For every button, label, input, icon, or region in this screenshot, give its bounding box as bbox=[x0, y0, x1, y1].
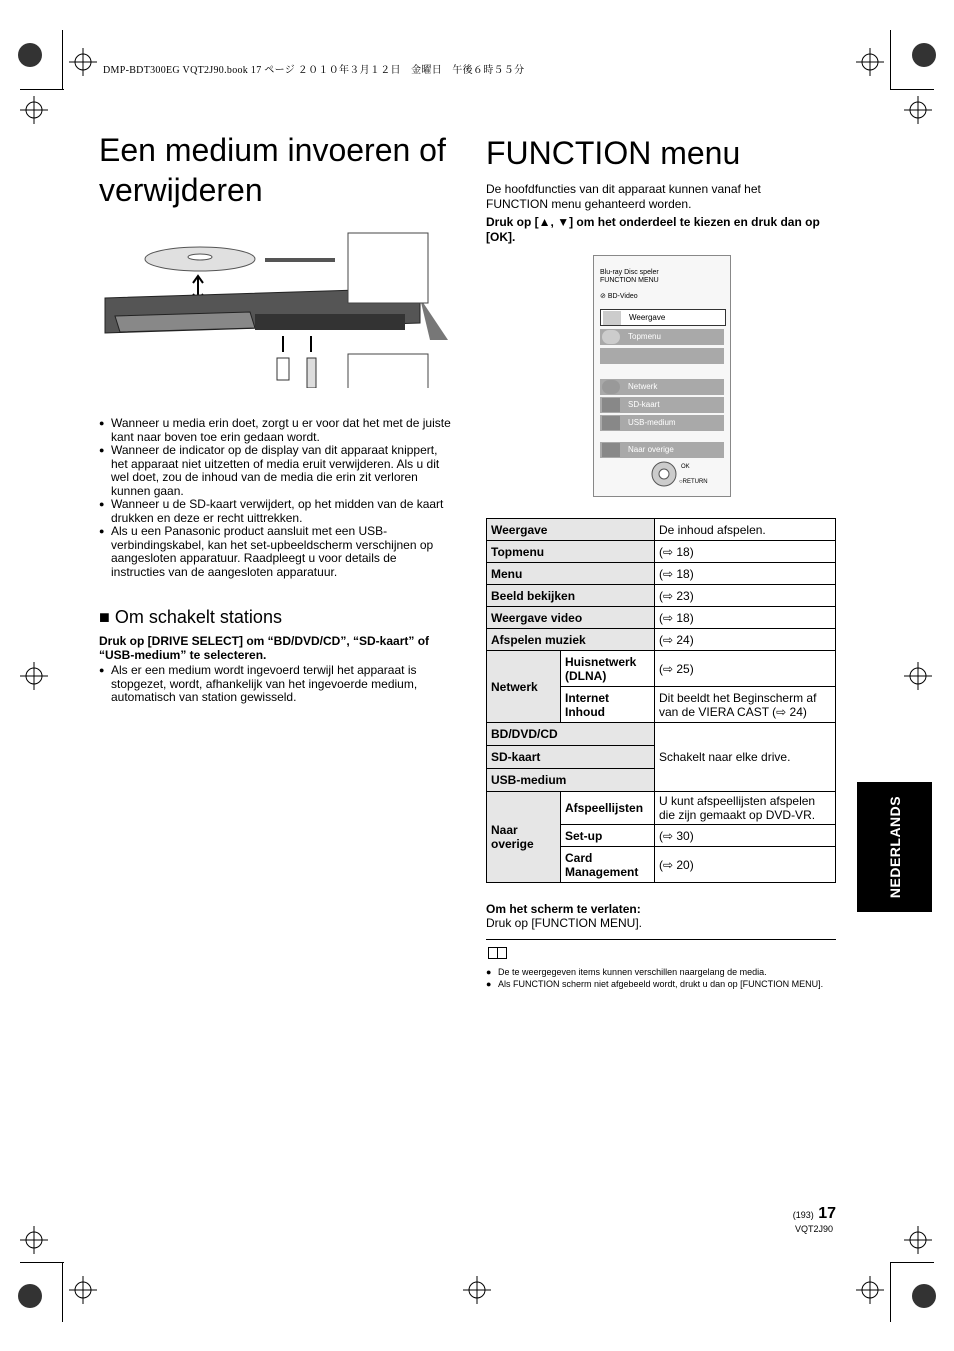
screen-media bbox=[600, 292, 638, 300]
disc-icon bbox=[602, 330, 620, 344]
menu-item-sd-kaart[interactable] bbox=[600, 397, 724, 413]
return-icon: ○ bbox=[679, 479, 683, 485]
menu-item-weergave[interactable] bbox=[600, 309, 726, 326]
menu-item-label: Topmenu bbox=[628, 332, 661, 341]
table-cell-value: (⇨ 20) bbox=[655, 847, 836, 883]
table-cell-value: (⇨ 18) bbox=[655, 563, 836, 585]
page-ref: (193) bbox=[792, 1210, 814, 1220]
table-cell-label: Afspelen muziek bbox=[487, 629, 655, 651]
table-cell-value: Schakelt naar elke drive. bbox=[655, 723, 836, 792]
table-cell-value: (⇨ 30) bbox=[655, 825, 836, 847]
screen-header bbox=[600, 269, 659, 285]
table-cell-label: Internet Inhoud bbox=[561, 687, 655, 723]
play-icon bbox=[603, 311, 621, 325]
menu-item-usb[interactable] bbox=[600, 415, 724, 431]
table-row bbox=[487, 519, 836, 541]
table-cell-value: (⇨ 18) bbox=[655, 607, 836, 629]
table-cell-label: Weergave video bbox=[487, 607, 655, 629]
notes-list bbox=[486, 966, 836, 990]
function-instruction: Druk op [▲, ▼] om het onderdeel te kiezen en druk dan op [OK]. bbox=[486, 215, 820, 244]
table-row bbox=[487, 723, 836, 746]
list-item: ● Als FUNCTION scherm niet afgebeeld wordt, drukt u dan op [FUNCTION MENU]. bbox=[486, 978, 836, 990]
list-item: ● Als u een Panasonic product aansluit met een USB-verbindingskabel, kan het set-upbeeldscherm verschijnen op aangesloten apparatuur. Raadpleegt u voor details de instructies van de aangesloten apparatuur. bbox=[99, 525, 451, 579]
divider bbox=[486, 939, 836, 940]
table-cell-label: USB-medium bbox=[487, 769, 655, 792]
table-cell-label: Weergave bbox=[487, 519, 655, 541]
table-cell-label: Huisnetwerk (DLNA) bbox=[561, 651, 655, 687]
book-icon bbox=[488, 947, 508, 959]
function-table bbox=[486, 518, 836, 883]
page-footer bbox=[788, 1205, 836, 1223]
page-title-right: FUNCTION menu bbox=[486, 135, 741, 171]
ok-label: OK bbox=[681, 464, 690, 470]
disc-icon: ⊘ bbox=[600, 293, 606, 300]
section-notes-list bbox=[99, 664, 451, 705]
screen-header-line2: FUNCTION MENU bbox=[600, 277, 659, 284]
list-item: ● De te weergegeven items kunnen verschillen naargelang de media. bbox=[486, 966, 836, 978]
exit-text: Druk op [FUNCTION MENU]. bbox=[486, 916, 643, 930]
table-cell-label: Card Management bbox=[561, 847, 655, 883]
screen-media-label: BD-Video bbox=[607, 293, 638, 300]
table-row bbox=[487, 585, 836, 607]
table-cell-value: (⇨ 23) bbox=[655, 585, 836, 607]
table-row bbox=[487, 563, 836, 585]
exit-title: Om het scherm te verlaten: bbox=[486, 902, 641, 916]
function-menu-screen bbox=[593, 255, 731, 497]
table-row bbox=[487, 792, 836, 825]
table-cell-group: Naar overige bbox=[487, 792, 561, 883]
menu-item-label: USB-medium bbox=[628, 418, 676, 427]
list-item: ● Wanneer de indicator op de display van dit apparaat knippert, het apparaat niet uitzetten of media eruit verwijderen. Als u dit wel doet, zou de inhoud van de media die erin zit verloren kunnen gaan. bbox=[99, 444, 451, 498]
page-title-left bbox=[99, 130, 459, 210]
table-cell-value: De inhoud afspelen. bbox=[655, 519, 836, 541]
screen-header-line1: Blu-ray Disc speler bbox=[600, 269, 659, 276]
return-text: RETURN bbox=[682, 479, 708, 485]
table-row bbox=[487, 651, 836, 687]
language-label: NEDERLANDS bbox=[886, 795, 903, 899]
table-cell-label: SD-kaart bbox=[487, 746, 655, 769]
table-row bbox=[487, 541, 836, 563]
list-item: ● Wanneer u media erin doet, zorgt u er voor dat het met de juiste kant naar boven toe erin gedaan wordt. bbox=[99, 417, 451, 444]
section-title: Om schakelt stations bbox=[114, 607, 282, 627]
table-cell-label: Menu bbox=[487, 563, 655, 585]
table-cell-label: Beeld bekijken bbox=[487, 585, 655, 607]
table-cell-value: (⇨ 25) bbox=[655, 651, 836, 687]
title-line-2: verwijderen bbox=[99, 172, 263, 208]
table-cell-value: (⇨ 24) bbox=[655, 629, 836, 651]
menu-item-label: SD-kaart bbox=[628, 400, 660, 409]
network-icon bbox=[602, 380, 620, 394]
print-header: DMP-BDT300EG VQT2J90.book 17 ページ ２０１０年３月１２日 金曜日 午後６時５５分 bbox=[103, 65, 525, 76]
menu-item-netwerk[interactable] bbox=[600, 379, 724, 395]
page-number: 17 bbox=[818, 1205, 836, 1222]
list-item: ● Als er een medium wordt ingevoerd terwijl het apparaat is stopgezet, wordt, afhankelijk van het ingevoerde medium, automatisch van station gewisseld. bbox=[99, 664, 451, 705]
language-tab bbox=[857, 782, 932, 912]
insert-notes-list bbox=[99, 417, 451, 579]
doc-code: VQT2J90 bbox=[795, 1224, 834, 1234]
menu-item-label: Netwerk bbox=[628, 382, 658, 391]
title-line-1: Een medium invoeren of bbox=[99, 132, 446, 168]
table-cell-label: Afspeellijsten bbox=[561, 792, 655, 825]
table-cell-label: Topmenu bbox=[487, 541, 655, 563]
section-heading bbox=[99, 607, 282, 628]
table-row bbox=[487, 607, 836, 629]
table-cell-value: U kunt afspeellijsten afspelen die zijn gemaakt op DVD-VR. bbox=[655, 792, 836, 825]
menu-item-label: Weergave bbox=[629, 313, 666, 322]
usb-icon bbox=[602, 416, 620, 430]
table-row bbox=[487, 629, 836, 651]
section-marker: ■ bbox=[99, 607, 110, 627]
menu-item-topmenu[interactable] bbox=[600, 329, 724, 345]
table-cell-value: (⇨ 18) bbox=[655, 541, 836, 563]
menu-item-empty bbox=[600, 348, 724, 364]
section-instruction: Druk op [DRIVE SELECT] om “BD/DVD/CD”, “SD-kaart” of “USB-medium” te selecteren. bbox=[99, 634, 430, 662]
player-illustration bbox=[100, 228, 450, 388]
function-intro: De hoofdfuncties van dit apparaat kunnen vanaf het FUNCTION menu gehanteerd worden. bbox=[486, 182, 761, 211]
table-cell-value: Dit beeldt het Beginscherm af van de VIERA CAST (⇨ 24) bbox=[655, 687, 836, 723]
navigation-pad-icon bbox=[651, 461, 677, 487]
menu-item-label: Naar overige bbox=[628, 445, 674, 454]
tools-icon bbox=[602, 443, 620, 457]
sd-card-icon bbox=[602, 398, 620, 412]
table-cell-label: Set-up bbox=[561, 825, 655, 847]
menu-item-naar-overige[interactable] bbox=[600, 442, 724, 458]
list-item: ● Wanneer u de SD-kaart verwijdert, op het midden van de kaart drukken en deze er recht uittrekken. bbox=[99, 498, 451, 525]
return-label bbox=[679, 479, 708, 485]
table-cell-label: BD/DVD/CD bbox=[487, 723, 655, 746]
table-cell-group: Netwerk bbox=[487, 651, 561, 723]
